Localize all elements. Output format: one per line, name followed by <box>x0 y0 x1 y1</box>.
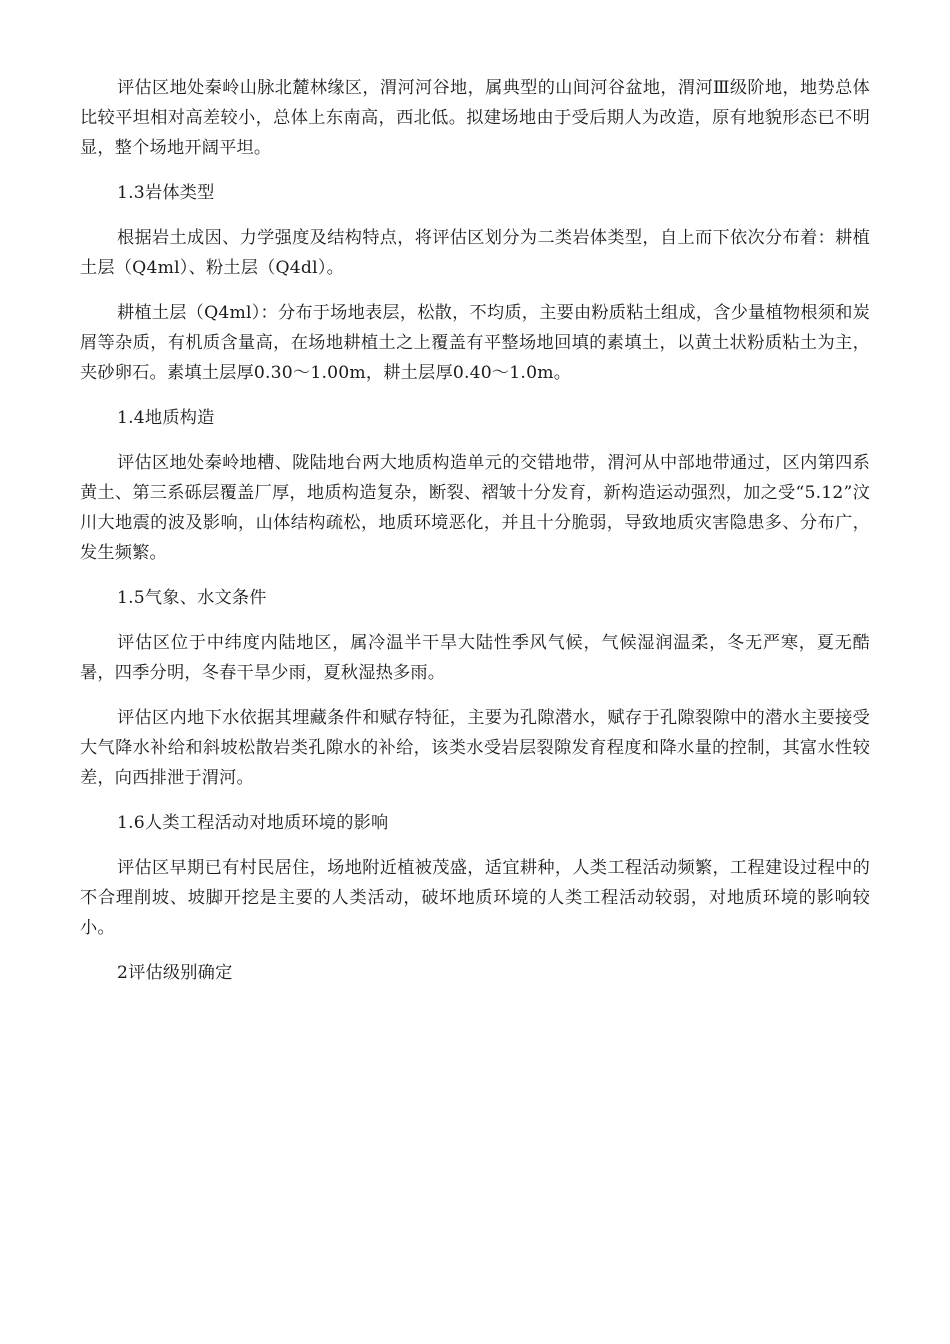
paragraph-tillage-layer: 耕植土层（Q4ml）：分布于场地表层，松散，不均质，主要由粉质粘土组成，含少量植物根须和炭屑等杂质，有机质含量高，在场地耕植土之上覆盖有平整场地回填的素填土，以黄土状粉质粘土为主，夹砂卵石。素填土层厚0.30～1.00m，耕土层厚0.40～1.0m。 <box>80 303 870 383</box>
section-heading-2: 2评估级别确定 <box>117 963 233 983</box>
paragraph-groundwater: 评估区内地下水依据其埋藏条件和赋存特征，主要为孔隙潜水，赋存于孔隙裂隙中的潜水主要接受大气降水补给和斜坡松散岩类孔隙水的补给，该类水受岩层裂隙发育程度和降水量的控制，其富水性较差，向西排泄于渭河。 <box>80 708 870 788</box>
paragraph-geologic-structure: 评估区地处秦岭地槽、陇陆地台两大地质构造单元的交错地带，渭河从中部地带通过，区内第四系黄土、第三系砾层覆盖厂厚，地质构造复杂，断裂、褶皱十分发育，新构造运动强烈，加之受“5.12”汶川大地震的波及影响，山体结构疏松，地质环境恶化，并且十分脆弱，导致地质灾害隐患多、分布广，发生频繁。 <box>80 453 870 563</box>
paragraph-climate: 评估区位于中纬度内陆地区，属冷温半干旱大陆性季风气候，气候湿润温柔，冬无严寒，夏无酷暑，四季分明，冬春干旱少雨，夏秋湿热多雨。 <box>80 633 870 683</box>
section-heading-1-5: 1.5气象、水文条件 <box>117 588 267 608</box>
paragraph-human-activity: 评估区早期已有村民居住，场地附近植被茂盛，适宜耕种，人类工程活动频繁，工程建设过程中的不合理削坡、坡脚开挖是主要的人类活动，破坏地质环境的人类工程活动较弱，对地质环境的影响较小。 <box>80 858 870 938</box>
paragraph-rock-types: 根据岩土成因、力学强度及结构特点，将评估区划分为二类岩体类型，自上而下依次分布着：耕植土层（Q4ml）、粉土层（Q4dl）。 <box>80 228 870 278</box>
section-heading-1-3: 1.3岩体类型 <box>117 183 215 203</box>
document-page <box>80 73 870 1003</box>
paragraph-terrain: 评估区地处秦岭山脉北麓林缘区，渭河河谷地，属典型的山间河谷盆地，渭河Ⅲ级阶地，地势总体比较平坦相对高差较小，总体上东南高，西北低。拟建场地由于受后期人为改造，原有地貌形态已不明显，整个场地开阔平坦。 <box>80 78 870 158</box>
section-heading-1-4: 1.4地质构造 <box>117 408 215 428</box>
section-heading-1-6: 1.6人类工程活动对地质环境的影响 <box>117 813 389 833</box>
